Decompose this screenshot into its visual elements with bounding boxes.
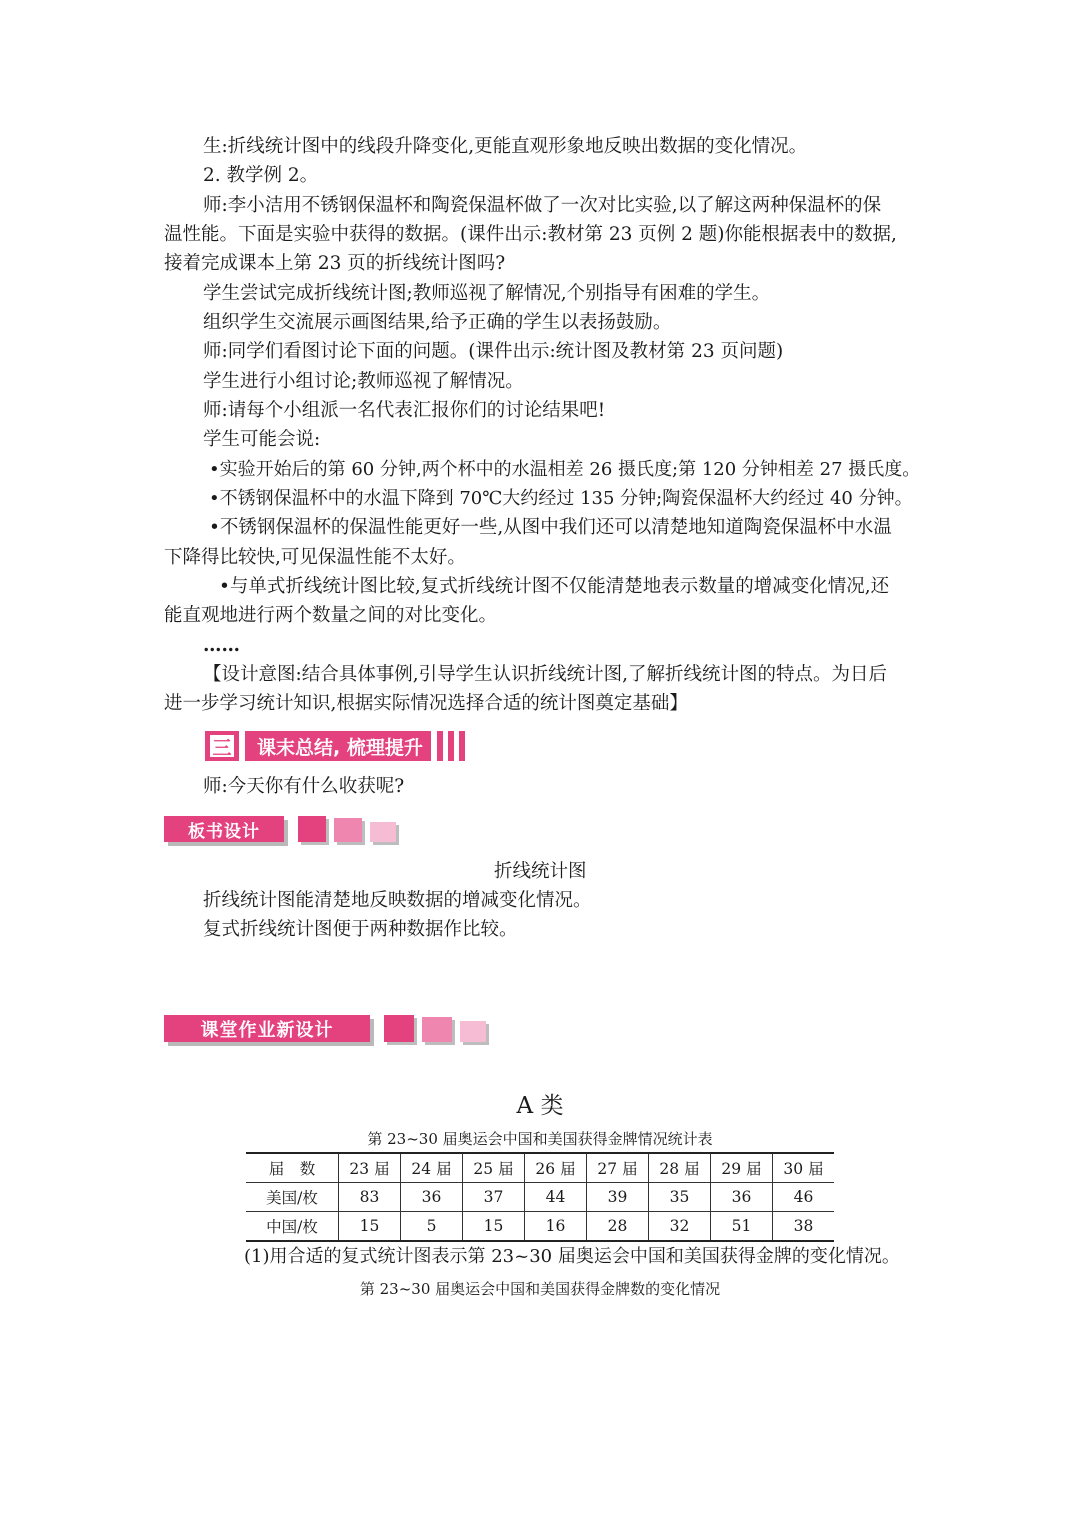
gold-medal-table [246,1152,834,1242]
chart-caption: 第 23~30 届奥运会中国和美国获得金牌数的变化情况 [359,1280,721,1298]
table-cell: 26 届 [525,1153,587,1183]
text-line: 师:同学们看图讨论下面的问题。(课件出示:统计图及教材第 23 页问题) [203,341,784,362]
table-cell: 中国/枚 [246,1212,339,1242]
text-line: 组织学生交流展示画图结果,给予正确的学生以表扬鼓励。 [203,312,672,333]
board-line: 折线统计图能清楚地反映数据的增减变化情况。 [203,890,592,911]
text-line: 温性能。下面是实验中获得的数据。(课件出示:教材第 23 页例 2 题)你能根据表中的数据, [164,224,897,245]
table-cell: 29 届 [711,1153,773,1183]
text-line: 接着完成课本上第 23 页的折线统计图吗? [164,253,506,274]
board-design-label: 板书设计 [164,816,284,842]
text-line: 学生进行小组讨论;教师巡视了解情况。 [203,371,524,392]
bullet-line: •与单式折线统计图比较,复式折线统计图不仅能清楚地表示数量的增减变化情况,还 [219,576,890,597]
design-intent: 【设计意图:结合具体事例,引导学生认识折线统计图,了解折线统计图的特点。为日后 [203,664,887,685]
table-cell: 16 [525,1212,587,1242]
table-cell: 30 届 [773,1153,835,1183]
table-cell: 36 [401,1183,463,1212]
table-cell: 28 届 [649,1153,711,1183]
text-line: 师:今天你有什么收获呢? [203,776,405,797]
table-title: 第 23~30 届奥运会中国和美国获得金牌情况统计表 [367,1130,713,1148]
text-line: 师:李小洁用不锈钢保温杯和陶瓷保温杯做了一次对比实验,以了解这两种保温杯的保 [203,195,882,216]
text-line: 师:请每个小组派一名代表汇报你们的讨论结果吧! [203,400,606,421]
text-line: 2. 教学例 2。 [203,165,319,186]
section-number: 三 [210,735,234,757]
section-banner [205,731,497,761]
table-cell: 27 届 [587,1153,649,1183]
text-line: 学生尝试完成折线统计图;教师巡视了解情况,个别指导有困难的学生。 [203,283,771,304]
board-heading: 折线统计图 [494,861,587,882]
table-row [246,1212,834,1242]
table-cell: 39 [587,1183,649,1212]
text-line: 学生可能会说: [203,429,321,450]
bullet-line: •实验开始后的第 60 分钟,两个杯中的水温相差 26 摄氏度;第 120 分钟相差 27 摄氏度。 [209,459,921,480]
table-cell: 届 数 [246,1153,339,1183]
bullet-line: •不锈钢保温杯中的水温下降到 70℃大约经过 135 分钟;陶瓷保温杯大约经过 40 分钟。 [209,488,913,509]
table-row [246,1183,834,1212]
table-cell: 5 [401,1212,463,1242]
decorative-bars [437,731,465,761]
table-cell: 美国/枚 [246,1183,339,1212]
ellipsis: …… [203,635,240,656]
table-cell: 37 [463,1183,525,1212]
section-number-badge [205,731,239,761]
table-cell: 24 届 [401,1153,463,1183]
decorative-square [460,1021,486,1042]
text-line: 生:折线统计图中的线段升降变化,更能直观形象地反映出数据的变化情况。 [203,136,808,157]
homework-label: 课堂作业新设计 [164,1015,370,1042]
decorative-square [334,818,362,842]
section-title: 课末总结, 梳理提升 [245,731,431,761]
table-cell: 36 [711,1183,773,1212]
table-cell: 25 届 [463,1153,525,1183]
table-cell: 83 [339,1183,401,1212]
table-cell: 44 [525,1183,587,1212]
homework-tag [164,1015,486,1042]
decorative-square [370,822,396,842]
text-line: 能直观地进行两个数量之间的对比变化。 [164,605,498,626]
text-line: 下降得比较快,可见保温性能不太好。 [164,547,466,568]
decorative-square [384,1015,414,1042]
table-cell: 15 [339,1212,401,1242]
design-intent: 进一步学习统计知识,根据实际情况选择合适的统计图奠定基础】 [164,693,688,714]
decorative-square [422,1017,452,1042]
table-cell: 15 [463,1212,525,1242]
table-cell: 32 [649,1212,711,1242]
table-cell: 38 [773,1212,835,1242]
category-heading: A 类 [516,1093,564,1119]
table-row [246,1153,834,1183]
bullet-line: •不锈钢保温杯的保温性能更好一些,从图中我们还可以清楚地知道陶瓷保温杯中水温 [209,517,892,538]
table-cell: 46 [773,1183,835,1212]
question-text: (1)用合适的复式统计图表示第 23~30 届奥运会中国和美国获得金牌的变化情况。 [244,1246,900,1267]
board-line: 复式折线统计图便于两种数据作比较。 [203,919,518,940]
table-cell: 28 [587,1212,649,1242]
decorative-square [298,816,326,842]
table-cell: 35 [649,1183,711,1212]
board-design-tag [164,816,396,842]
table-cell: 23 届 [339,1153,401,1183]
table-cell: 51 [711,1212,773,1242]
